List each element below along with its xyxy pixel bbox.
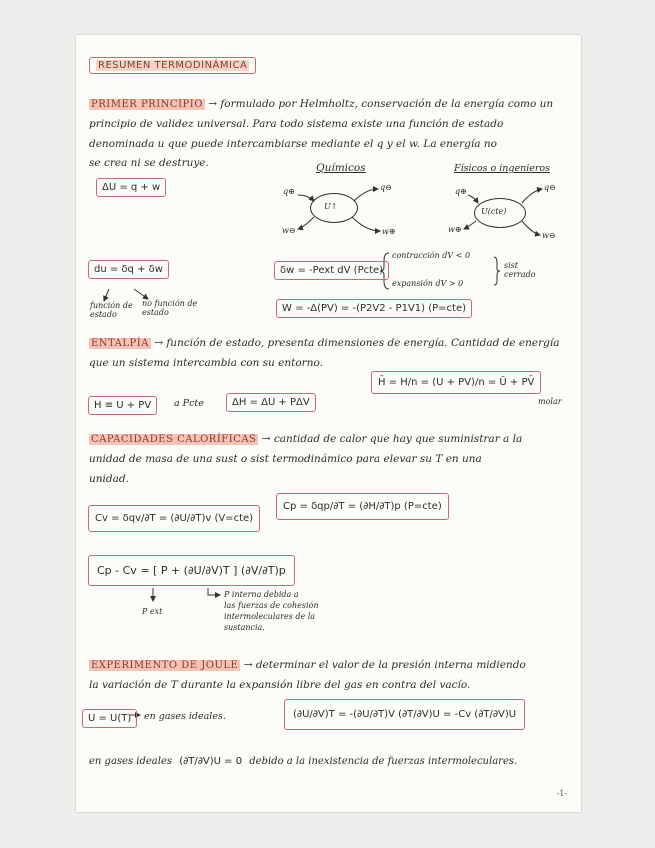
diagram-left-w-out: w⊕: [382, 227, 396, 236]
entalpia-line-2: que un sistema intercambia con su entorno.: [89, 357, 323, 369]
a-pcte-label: a Pcte: [174, 398, 204, 409]
capacidades-line-3: unidad.: [89, 473, 129, 485]
molar-enthalpy-equation: H̄ = H/n = (U + PV)/n = Ū + PV̄: [371, 371, 541, 394]
first-law-equation: ΔU = q + w: [96, 178, 166, 197]
u-of-t-equation: U = U(T): [82, 709, 137, 728]
diagram-right-q-out: q⊖: [544, 183, 556, 192]
primer-principio-line-1: PRIMER PRINCIPIO → formulado por Helmholtz, conservación de la energía como un: [91, 98, 554, 110]
enthalpy-definition: H ≡ U + PV: [88, 396, 157, 415]
enthalpy-change-equation: ΔH = ΔU + PΔV: [226, 393, 316, 412]
gases-ideales-note: en gases ideales.: [144, 711, 226, 722]
cp-minus-cv-equation: Cp - Cv = [ P + (∂U/∂V)T ] (∂V/∂T)p: [88, 555, 295, 586]
primer-principio-line-4: se crea ni se destruye.: [89, 157, 209, 169]
entalpia-heading: ENTALPÍA: [91, 338, 149, 349]
page-title: RESUMEN TERMODINÁMICA: [89, 57, 256, 74]
note-funcion-de-estado: función de estado: [90, 301, 133, 319]
joule-line-2: la variación de T durante la expansión libre del gas en contra del vacío.: [89, 679, 471, 691]
brace-sist-cerrado: sist cerrado: [504, 261, 536, 279]
diagram-left-center: U↑: [324, 202, 338, 211]
quimicos-label: Químicos: [316, 162, 366, 174]
brace-expansion: expansión dV > 0: [392, 279, 464, 288]
note-p-interna-1: P interna debida a: [224, 590, 299, 599]
diagram-left-q-out: q⊖: [380, 183, 392, 192]
note-p-ext: P ext: [142, 607, 163, 616]
work-integrated-equation: W = -Δ(PV) = -(P2V2 - P1V1) (P=cte): [276, 299, 472, 318]
diagram-right-center: U(cte): [481, 207, 507, 216]
page-number: -1-: [556, 789, 567, 798]
note-p-interna-2: las fuerzas de cohesión: [224, 601, 319, 610]
primer-principio-line-2: principio de validez universal. Para todo sistema existe una función de estado: [89, 118, 504, 130]
capacidades-line-1: CAPACIDADES CALORÍFICAS → cantidad de calor que hay que suministrar a la: [91, 433, 523, 445]
diagram-left-q-in: q⊕: [283, 187, 295, 196]
capacidades-line-2: unidad de masa de una sust o sist termodinámico para elevar su T en una: [89, 453, 482, 465]
primer-principio-heading: PRIMER PRINCIPIO: [91, 99, 203, 110]
diagram-right-w-in: w⊕: [448, 225, 462, 234]
capacidades-heading: CAPACIDADES CALORÍFICAS: [91, 434, 257, 445]
joule-final-equation: (∂T/∂V)U = 0: [179, 756, 243, 767]
brace-contraccion: contracción dV < 0: [392, 251, 471, 260]
work-differential-equation: δw = -Pext dV (Pcte): [274, 261, 389, 280]
joule-coefficient-equation: (∂U/∂V)T = -(∂U/∂T)V (∂T/∂V)U = -Cv (∂T/∂V)U: [284, 699, 525, 730]
molar-note: molar: [538, 397, 562, 406]
diagram-right-w-out: w⊖: [542, 231, 556, 240]
joule-final-line: en gases ideales (∂T/∂V)U = 0 debido a la inexistencia de fuerzas intermoleculares.: [89, 756, 518, 767]
joule-line-1: EXPERIMENTO DE JOULE → determinar el valor de la presión interna midiendo: [91, 659, 526, 671]
diagram-arrows: [76, 35, 581, 812]
notebook-page: [76, 35, 581, 812]
differential-first-law: du = δq + δw: [88, 260, 169, 279]
note-p-interna-4: sustancia.: [224, 623, 265, 632]
diagram-left-w-in: w⊖: [282, 226, 296, 235]
primer-principio-line-3: denominada u que puede intercambiarse mediante el q y el w. La energía no: [89, 138, 497, 150]
cp-equation: Cp = δqp/∂T = (∂H/∂T)p (P=cte): [276, 493, 449, 520]
fisicos-label: Físicos o ingenieros: [454, 163, 550, 174]
note-no-funcion-de-estado: no función de estado: [142, 299, 198, 317]
diagram-right-q-in: q⊕: [455, 187, 467, 196]
note-p-interna-3: intermoleculares de la: [224, 612, 316, 621]
entalpia-line-1: ENTALPÍA → función de estado, presenta dimensiones de energía. Cantidad de energía: [91, 337, 560, 349]
cv-equation: Cv = δqv/∂T = (∂U/∂T)v (V=cte): [88, 505, 260, 532]
joule-heading: EXPERIMENTO DE JOULE: [91, 660, 239, 671]
